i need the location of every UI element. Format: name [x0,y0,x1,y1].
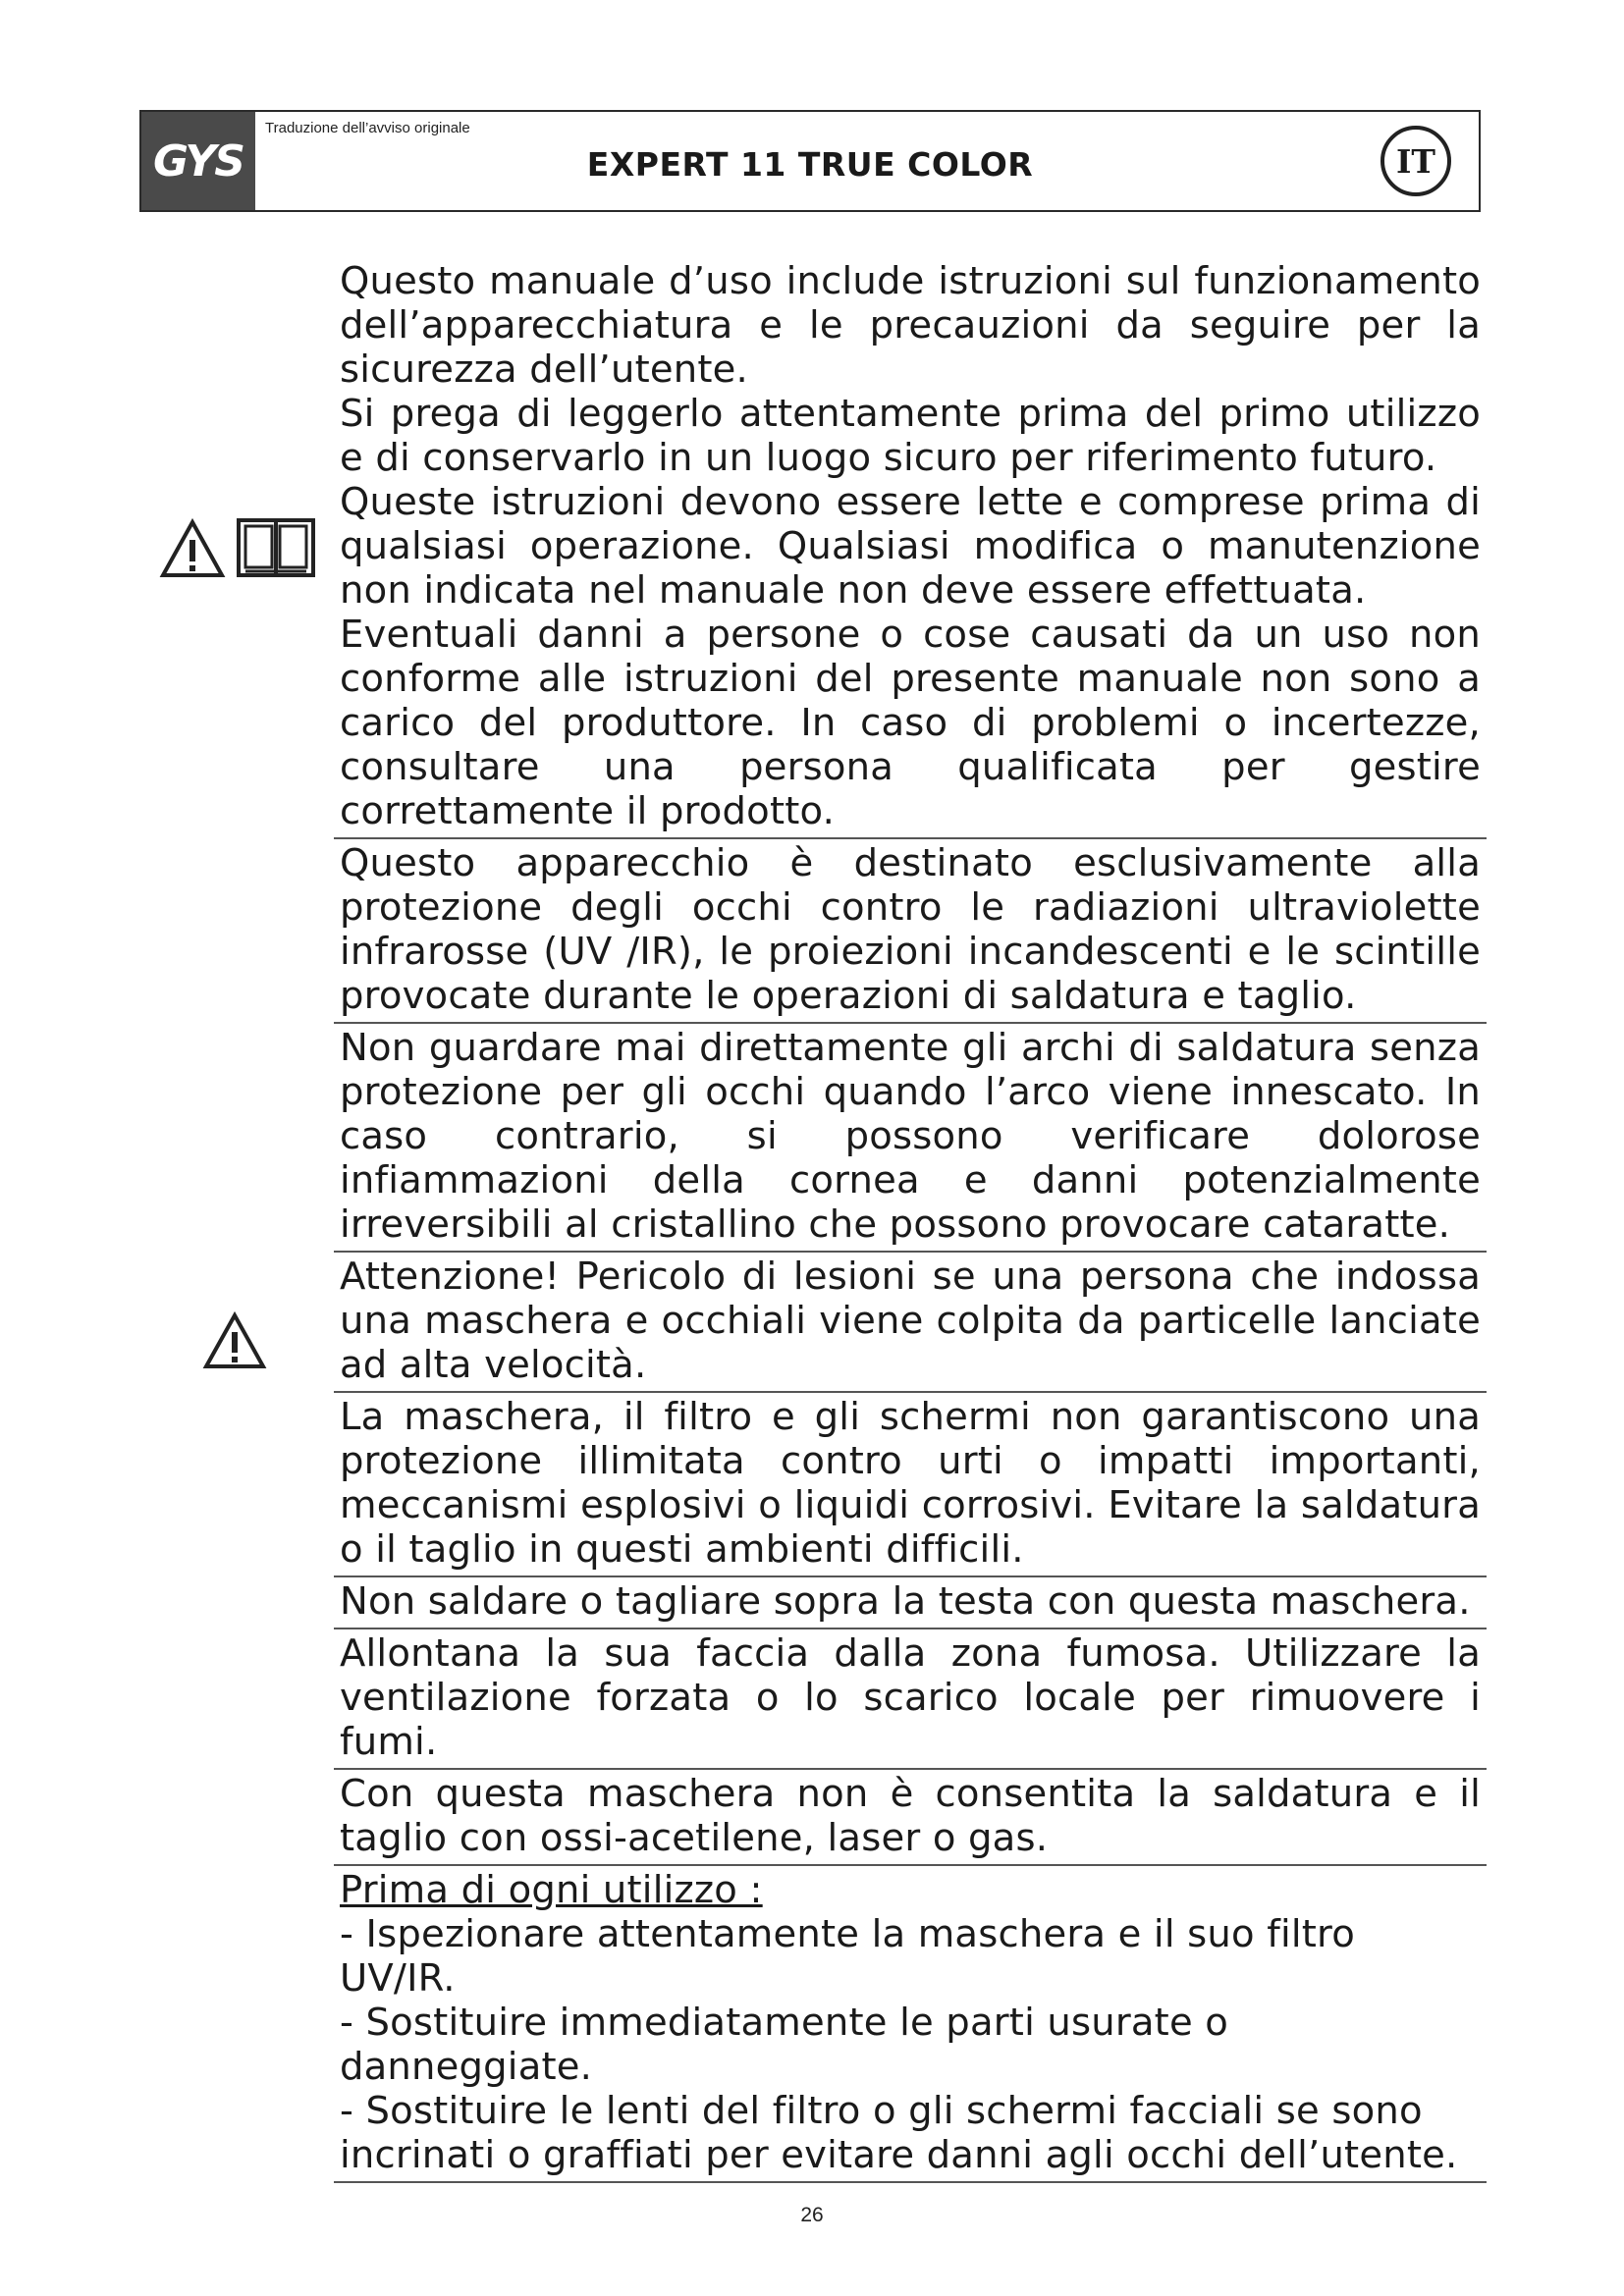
oxy-section [334,1770,1487,1866]
document-title: EXPERT 11 TRUE COLOR [586,145,1034,184]
limits-section [334,1393,1487,1577]
document-header [139,110,1481,212]
intro-paragraph: Eventuali danni a persone o cose causati da un uso non conforme alle istruzioni del presente manuale non sono a carico del produttore. In caso di problemi o incertezze, consultare una persona qualificata per gestire correttamente il prodotto. [340,613,1481,833]
checklist-item: - Sostituire le lenti del filtro o gli schermi facciali se sono incrinati o graffiati per evitare danni agli occhi dell’utente. [340,2089,1458,2177]
fumes-section [334,1629,1487,1770]
checklist-item: - Sostituire immediatamente le parti usurate o danneggiate. [340,2001,1229,2089]
injury-warning-section [334,1253,1487,1393]
logo-text: GYS [153,135,244,187]
overhead-section [334,1577,1487,1629]
purpose-paragraph: Questo apparecchio è destinato esclusivamente alla protezione degli occhi contro le radiazioni ultraviolette infrarosse (UV /IR), le proiezioni incandescenti e le scintille provocate durante le operazioni di saldatura e taglio. [340,841,1481,1018]
injury-warning-paragraph: Attenzione! Pericolo di lesioni se una persona che indossa una maschera e occhiali viene colpita da particelle lanciate ad alta velocità. [340,1255,1481,1387]
page-number: 26 [800,2204,824,2226]
limits-paragraph: La maschera, il filtro e gli schermi non garantiscono una protezione illimitata contro urti o impatti importanti, meccanismi esplosivi o liquidi corrosivi. Evitare la saldatura o il taglio in questi ambienti difficili. [340,1395,1481,1572]
before-use-section [334,1866,1487,2183]
arc-warning-section [334,1024,1487,1253]
safety-instructions [340,257,1487,2183]
fumes-paragraph: Allontana la sua faccia dalla zona fumosa. Utilizzare la ventilazione forzata o lo scarico locale per rimuovere i fumi. [340,1631,1481,1764]
warning-triangle-icon [159,518,226,579]
oxy-paragraph: Con questa maschera non è consentita la saldatura e il taglio con ossi-acetilene, laser o gas. [340,1772,1481,1860]
intro-paragraph: Questo manuale d’uso include istruzioni sul funzionamento dell’apparecchiatura e le precauzioni da seguire per la sicurezza dell’utente. [340,259,1481,392]
header-subtitle: Traduzione dell’avviso originale [265,120,470,136]
intro-paragraph: Si prega di leggerlo attentamente prima del primo utilizzo e di conservarlo in un luogo sicuro per riferimento futuro. [340,392,1481,480]
language-badge: IT [1380,126,1451,196]
before-use-heading: Prima di ogni utilizzo : [340,1868,763,1912]
warning-triangle-icon [202,1311,267,1370]
checklist-item: - Ispezionare attentamente la maschera e il suo filtro UV/IR. [340,1912,1355,2001]
overhead-paragraph: Non saldare o tagliare sopra la testa con questa maschera. [340,1579,1471,1624]
purpose-section [334,839,1487,1024]
intro-paragraph: Queste istruzioni devono essere lette e comprese prima di qualsiasi operazione. Qualsiasi modifica o manutenzione non indicata nel manuale non deve essere effettuata. [340,480,1481,613]
arc-warning-paragraph: Non guardare mai direttamente gli archi di saldatura senza protezione per gli occhi quando l’arco viene innescato. In caso contrario, si possono verificare dolorose infiammazioni della cornea e danni potenzialmente irreversibili al cristallino che possono provocare cataratte. [340,1026,1481,1247]
manual-book-icon [236,516,316,579]
intro-section [334,257,1487,839]
